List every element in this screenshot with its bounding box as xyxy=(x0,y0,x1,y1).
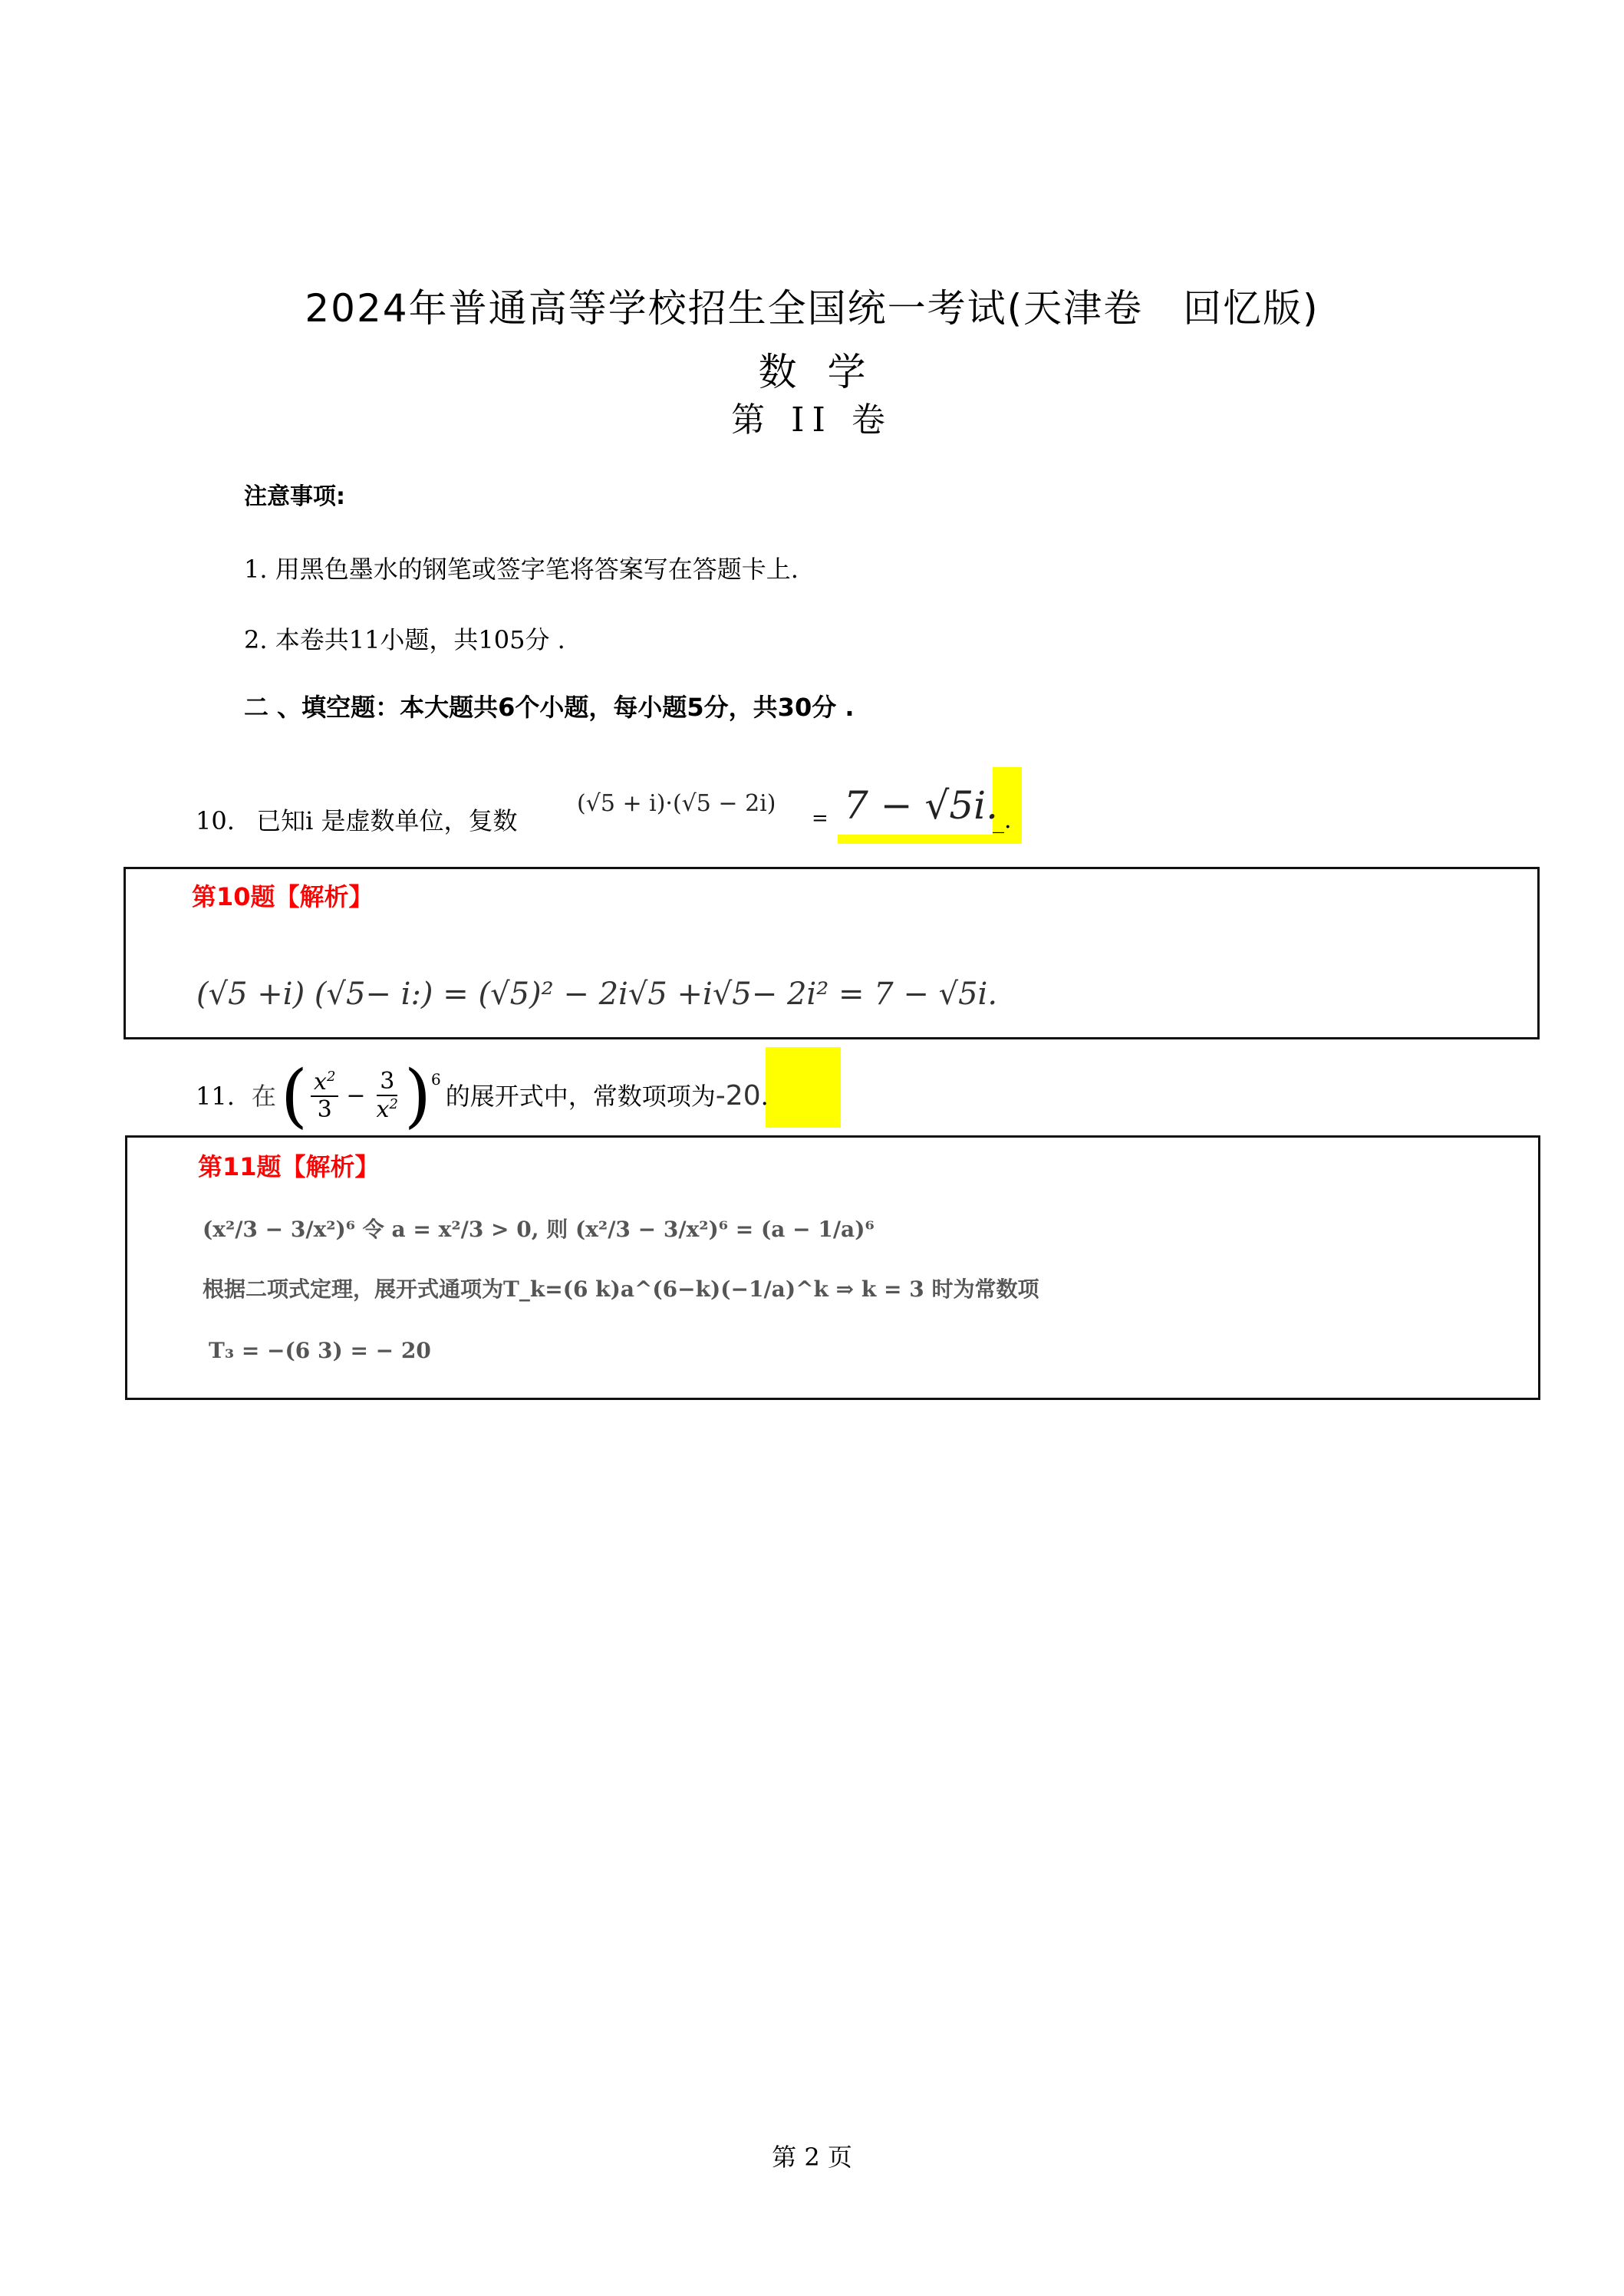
answer-highlight xyxy=(766,1047,841,1128)
note-item-1: 1. 用黑色墨水的钢笔或签字笔将答案写在答题卡上. xyxy=(244,555,799,584)
analysis-formula: (√5 +i) (√5− i:) = (√5)² − 2i√5 +i√5− 2i² = 7 − √5i. xyxy=(196,977,998,1012)
answer-period: . xyxy=(760,1081,769,1111)
notes-heading: 注意事项: xyxy=(244,483,345,510)
question-11 xyxy=(196,1055,769,1136)
volume-label: 第 II 卷 xyxy=(731,400,893,440)
question-stem: 已知i 是虚数单位，复数 xyxy=(256,806,518,835)
answer-highlight-underline xyxy=(838,835,1022,844)
question-stem-suffix: 的展开式中，常数项项为 xyxy=(445,1081,716,1111)
answer-blank: _. xyxy=(993,807,1012,834)
analysis-box-10 xyxy=(124,867,1540,1039)
analysis-line-2: 根据二项式定理，展开式通项为T_k=(6 k)a^(6−k)(−1/a)^k ⇒ k = 3 时为常数项 xyxy=(203,1276,1039,1302)
question-number: 11. xyxy=(196,1081,235,1111)
question-11-expression: ( $\frac{x^2}{3}$ − $\frac{3}{x^2}$ ) 6 xyxy=(280,1055,441,1136)
question-number: 10. xyxy=(196,806,235,835)
section-heading: 二 、填空题：本大题共6个小题，每小题5分，共30分 . xyxy=(244,693,855,722)
note-item-2: 2. 本卷共11小题，共105分 . xyxy=(244,625,565,654)
exam-title: 2024年普通高等学校招生全国统一考试(天津卷 回忆版) xyxy=(305,286,1319,331)
analysis-line-1: (x²/3 − 3/x²)⁶ 令 a = x²/3 > 0, 则 (x²/3 − 3/x²)⁶ = (a − 1/a)⁶ xyxy=(203,1217,875,1242)
subject-title: 数学 xyxy=(758,350,897,394)
question-10-answer: 7 − √5i. xyxy=(844,783,999,828)
question-stem-prefix: 在 xyxy=(251,1081,276,1111)
page-number: 第 2 页 xyxy=(772,2143,852,2172)
question-11-answer: -20 xyxy=(715,1079,761,1112)
equals-sign: = xyxy=(812,807,828,830)
question-10-expression: (√5 + i)·(√5 − 2i) xyxy=(577,790,776,817)
analysis-title: 第11题【解析】 xyxy=(198,1152,380,1181)
question-10 xyxy=(196,804,517,838)
analysis-title: 第10题【解析】 xyxy=(192,882,374,911)
analysis-box-11 xyxy=(125,1135,1540,1400)
analysis-line-3: T₃ = −(6 3) = − 20 xyxy=(209,1338,431,1363)
